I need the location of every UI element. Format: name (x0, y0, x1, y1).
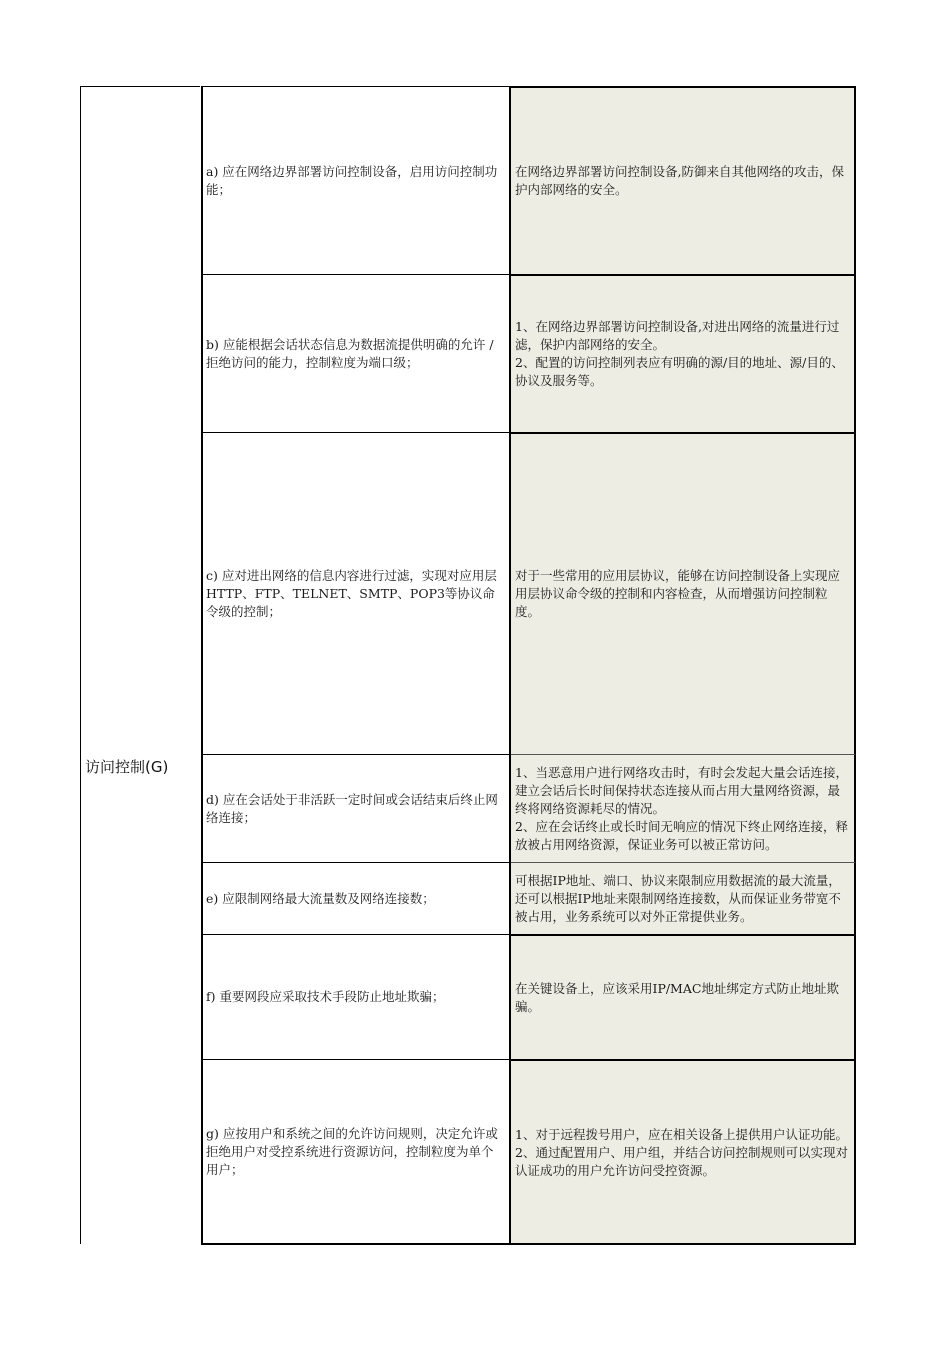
guidance-text: 1、当恶意用户进行网络攻击时，有时会发起大量会话连接，建立会话后长时间保持状态连接从而占用大量网络资源，最终将网络资源耗尽的情况。 2、应在会话终止或长时间无响应的情况下终止网络连接，释放被占用网络资源，保证业务可以被正常访问。 (515, 764, 848, 852)
requirement-text: b) 应能根据会话状态信息为数据流提供明确的允许 / 拒绝访问的能力，控制粒度为端口级； (206, 336, 494, 370)
table-row (201, 862, 856, 934)
category-label: 访问控制(G) (85, 758, 169, 776)
requirement-cell (201, 1059, 511, 1244)
table-row (201, 934, 856, 1059)
table-row (201, 86, 856, 274)
table-row (201, 432, 856, 754)
category-cell (80, 86, 200, 1244)
requirement-text: g) 应按用户和系统之间的允许访问规则，决定允许或拒绝用户对受控系统进行资源访问，控制粒度为单个用户； (206, 1126, 498, 1177)
guidance-text: 可根据IP地址、端口、协议来限制应用数据流的最大流量，还可以根据IP地址来限制网络连接数，从而保证业务带宽不被占用，业务系统可以对外正常提供业务。 (515, 872, 841, 924)
guidance-cell (511, 754, 856, 862)
guidance-cell (511, 934, 856, 1059)
guidance-text: 在关键设备上，应该采用IP/MAC地址绑定方式防止地址欺骗。 (515, 980, 839, 1014)
requirement-cell (201, 862, 511, 934)
guidance-cell (511, 86, 856, 274)
table-row (201, 754, 856, 862)
requirement-cell (201, 754, 511, 862)
table-bottom-border (201, 1243, 856, 1245)
requirement-cell (201, 274, 511, 432)
guidance-cell (511, 1059, 856, 1244)
requirement-cell (201, 934, 511, 1059)
table-row (201, 274, 856, 432)
requirement-text: e) 应限制网络最大流量数及网络连接数； (206, 890, 435, 906)
requirement-text: f) 重要网段应采取技术手段防止地址欺骗； (206, 989, 445, 1004)
guidance-cell (511, 432, 856, 754)
guidance-text: 1、对于远程拨号用户，应在相关设备上提供用户认证功能。 2、通过配置用户、用户组，并结合访问控制规则可以实现对认证成功的用户允许访问受控资源。 (515, 1126, 848, 1178)
requirement-cell (201, 432, 511, 754)
requirement-cell (201, 86, 511, 274)
requirement-text: d) 应在会话处于非活跃一定时间或会话结束后终止网络连接； (206, 791, 498, 825)
requirement-text: a) 应在网络边界部署访问控制设备，启用访问控制功能； (206, 163, 498, 197)
guidance-cell (511, 862, 856, 934)
requirement-text: c) 应对进出网络的信息内容进行过滤，实现对应用层HTTP、FTP、TELNET、SMTP、POP3等协议命令级的控制； (206, 567, 497, 619)
guidance-text: 对于一些常用的应用层协议，能够在访问控制设备上实现应用层协议命令级的控制和内容检查，从而增强访问控制粒度。 (515, 568, 841, 619)
guidance-cell (511, 274, 856, 432)
guidance-text: 1、在网络边界部署访问控制设备,对进出网络的流量进行过滤，保护内部网络的安全。 2、配置的访问控制列表应有明确的源/目的地址、源/目的、协议及服务等。 (515, 319, 844, 388)
guidance-text: 在网络边界部署访问控制设备,防御来自其他网络的攻击，保护内部网络的安全。 (515, 164, 844, 197)
table-row (201, 1059, 856, 1244)
